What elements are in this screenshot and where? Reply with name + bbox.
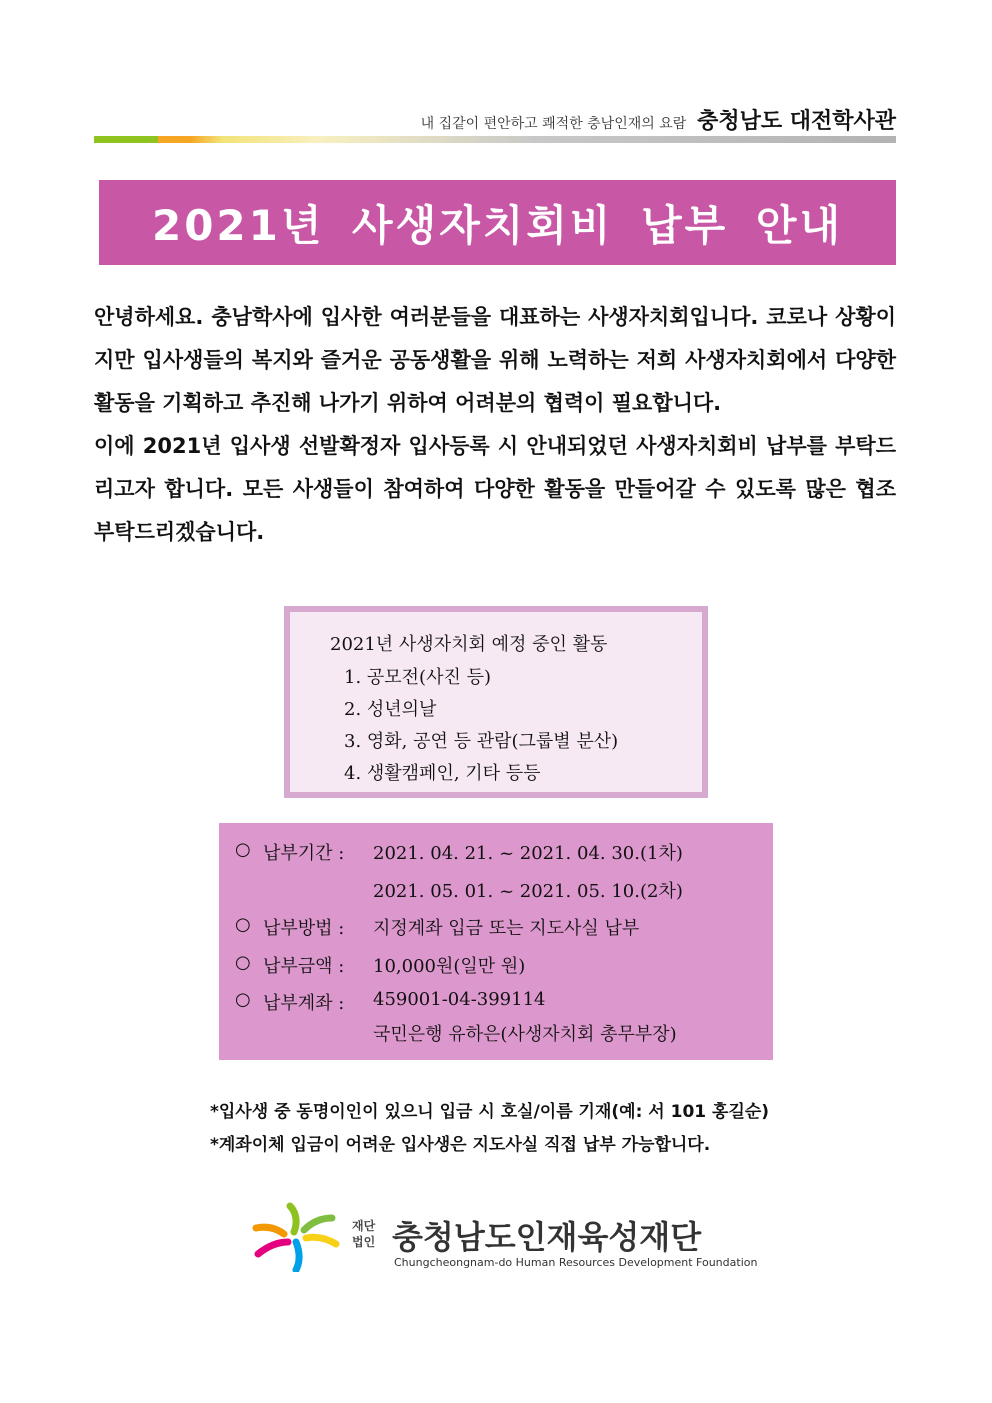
payment-amount-row	[235, 952, 525, 978]
page-title: 2021년 사생자치회비 납부 안내	[151, 200, 844, 250]
payment-amount-label: 납부금액 :	[263, 956, 345, 977]
payment-account-number: 459001-04-399114	[373, 989, 546, 1010]
bullet-circle-icon: ○	[235, 839, 251, 860]
header-tagline: 내 집같이 편안하고 쾌적한 충남인재의 요람	[420, 116, 687, 132]
foundation-english-name: Chungcheongnam-do Human Resources Development Foundation	[394, 1256, 758, 1269]
payment-method-row	[235, 914, 639, 940]
payment-method-label: 납부방법 :	[263, 918, 345, 939]
activity-title: 2021년 사생자치회 예정 중인 활동	[330, 634, 608, 655]
activity-item: 2. 성년의날	[344, 699, 437, 720]
note-2: *계좌이체 입금이 어려운 입사생은 지도사실 직접 납부 가능합니다.	[210, 1135, 711, 1155]
foundation-logo-icon	[252, 1202, 344, 1272]
header-color-bar	[94, 136, 896, 143]
foundation-name: 충청남도인재육성재단	[392, 1218, 702, 1256]
footer-logo	[252, 1202, 772, 1274]
bullet-circle-icon: ○	[235, 989, 251, 1010]
activity-list	[344, 662, 618, 790]
payment-period-row	[235, 839, 683, 865]
notes	[210, 1096, 850, 1162]
foundation-type-label: 재단 법인	[352, 1219, 376, 1249]
payment-period-label: 납부기간 :	[263, 843, 345, 864]
bullet-circle-icon: ○	[235, 914, 251, 935]
payment-box	[219, 823, 773, 1060]
payment-account-label: 납부계좌 :	[263, 993, 345, 1014]
payment-period-2: 2021. 05. 01. ~ 2021. 05. 10.(2차)	[373, 881, 683, 902]
activity-box	[284, 606, 708, 798]
payment-account-holder: 국민은행 유하은(사생자치회 총무부장)	[373, 1024, 677, 1045]
bullet-circle-icon: ○	[235, 952, 251, 973]
intro-paragraph-2: 이에 2021년 입사생 선발확정자 입사등록 시 안내되었던 사생자치회비 납부를 부탁드리고자 합니다. 모든 사생들이 참여하여 다양한 활동을 만들어갈 수 있도록 많은 협조 부탁드리겠습니다.	[94, 434, 896, 544]
intro-paragraph-1: 안녕하세요. 충남학사에 입사한 여러분들을 대표하는 사생자치회입니다. 코로나 상황이지만 입사생들의 복지와 즐거운 공동생활을 위해 노력하는 저희 사생자치회에서 다양한 활동을 기획하고 추진해 나가기 위하여 어려분의 협력이 필요합니다.	[94, 305, 896, 415]
title-banner	[99, 180, 896, 265]
payment-period-1: 2021. 04. 21. ~ 2021. 04. 30.(1차)	[373, 843, 683, 864]
payment-method: 지정계좌 입금 또는 지도사실 납부	[373, 918, 640, 939]
intro-text	[94, 296, 896, 554]
activity-item: 3. 영화, 공연 등 관람(그룹별 분산)	[344, 731, 619, 752]
activity-item: 1. 공모전(사진 등)	[344, 667, 491, 688]
note-1: *입사생 중 동명이인이 있으니 입금 시 호실/이름 기재(예: 서 101 홍길순)	[210, 1102, 770, 1122]
payment-amount: 10,000원(일만 원)	[373, 956, 526, 977]
payment-account-row	[235, 989, 546, 1015]
activity-item: 4. 생활캠페인, 기타 등등	[344, 763, 541, 784]
header-tagline-row	[94, 104, 896, 135]
header-org-name: 충청남도 대전학사관	[697, 109, 896, 134]
